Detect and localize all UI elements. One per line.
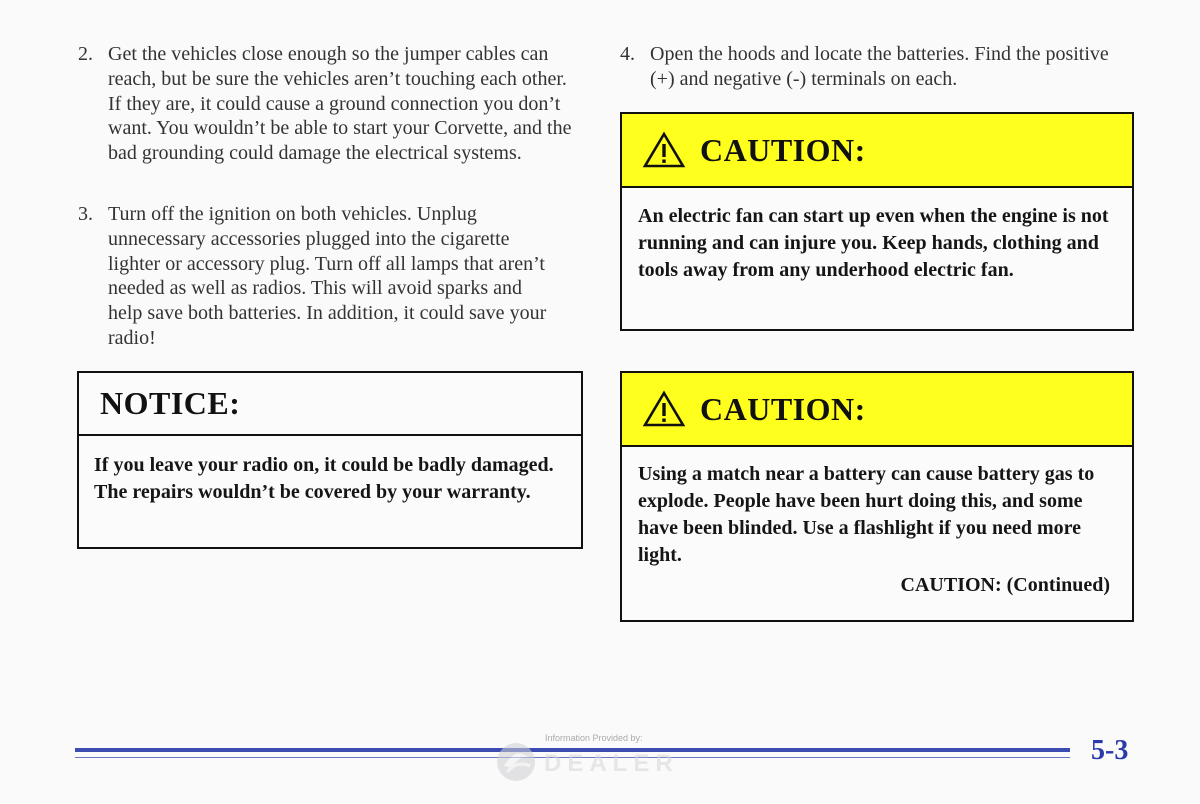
step-2 bbox=[78, 42, 578, 166]
page-number: 5-3 bbox=[1091, 735, 1129, 766]
step-4-number: 4. bbox=[620, 43, 635, 65]
warning-triangle-icon bbox=[642, 390, 686, 428]
step-3 bbox=[78, 202, 548, 351]
caution-continued-label: CAUTION: (Continued) bbox=[900, 574, 1110, 596]
notice-body: If you leave your radio on, it could be badly damaged. The repairs wouldn’t be covered by your warranty. bbox=[94, 454, 554, 503]
notice-header bbox=[79, 373, 581, 436]
notice-box bbox=[77, 371, 583, 549]
caution-body bbox=[622, 447, 1132, 599]
watermark-caption: Information Provided by: bbox=[545, 733, 643, 743]
caution-body: An electric fan can start up even when the engine is not running and can injure you. Keep hands, clothing and tools away from any underhood electric fan. bbox=[638, 205, 1109, 281]
step-2-number: 2. bbox=[78, 43, 93, 65]
step-3-number: 3. bbox=[78, 203, 93, 225]
step-3-text: Turn off the ignition on both vehicles. Unplug unnecessary accessories plugged into the cigarette lighter or accessory plug. Turn off all lamps that aren’t needed as well as radios. This will avoid sparks and help save both batteries. In addition, it could save your radio! bbox=[108, 203, 547, 349]
caution-title: CAUTION: bbox=[700, 131, 866, 168]
caution-header bbox=[622, 373, 1132, 447]
step-4 bbox=[620, 42, 1120, 92]
caution-box-match bbox=[620, 371, 1134, 622]
caution-body-text: Using a match near a battery can cause battery gas to explode. People have been hurt doing this, and some have been blinded. Use a flashlight if you need more light. bbox=[638, 463, 1095, 566]
caution-header bbox=[622, 114, 1132, 188]
dealer-logo-watermark bbox=[496, 740, 696, 784]
step-2-text: Get the vehicles close enough so the jumper cables can reach, but be sure the vehicles aren’t touching each other. If they are, it could cause a ground connection you don’t want. You wouldn’t be able to start your Corvette, and the bad grounding could damage the electrical systems. bbox=[108, 43, 572, 165]
caution-box-fan bbox=[620, 112, 1134, 331]
caution-title: CAUTION: bbox=[700, 390, 866, 427]
svg-text:DEALER: DEALER bbox=[544, 750, 679, 777]
step-4-text: Open the hoods and locate the batteries. Find the positive (+) and negative (-) terminals on each. bbox=[650, 43, 1109, 90]
warning-triangle-icon bbox=[642, 131, 686, 169]
notice-title: NOTICE: bbox=[100, 385, 241, 421]
